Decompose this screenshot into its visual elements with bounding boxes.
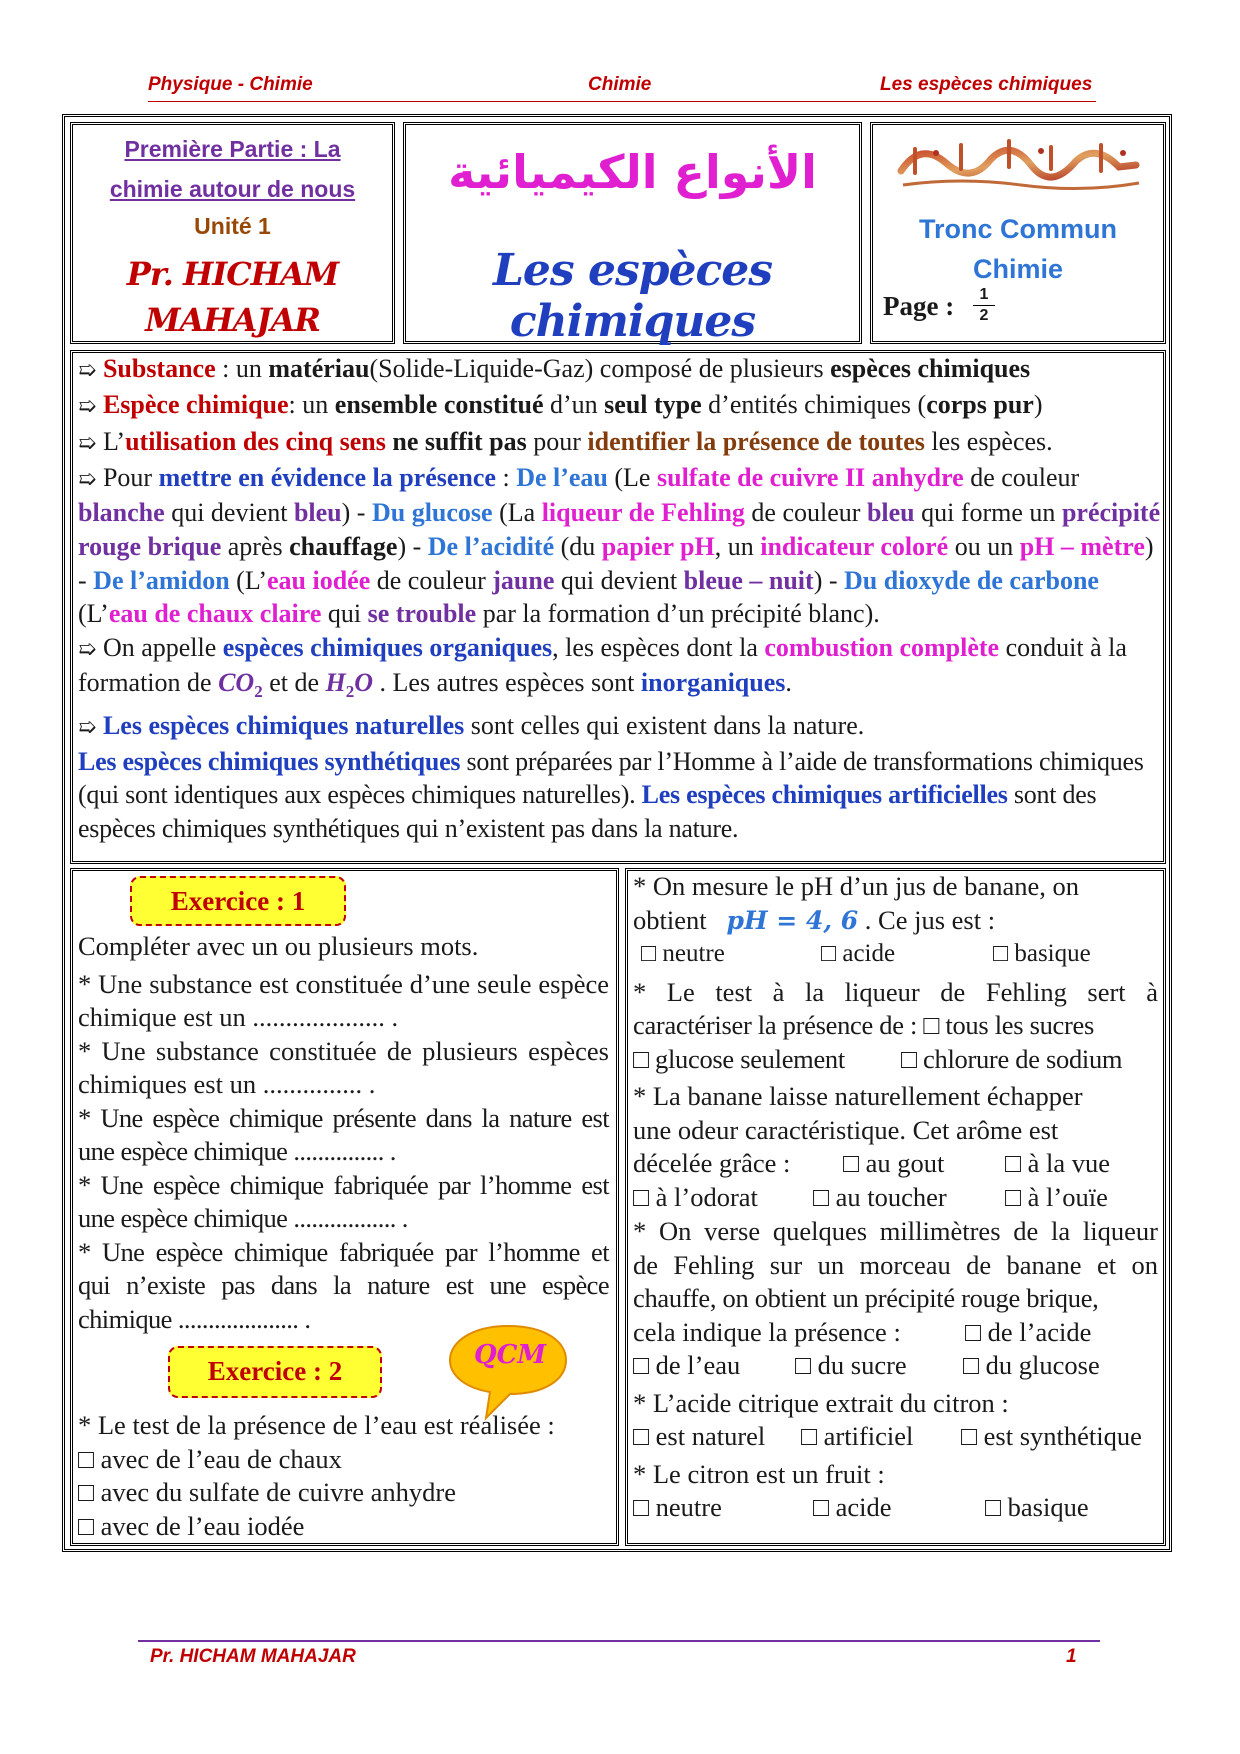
q1-text: * Le test de la présence de l’eau est réalisée :	[78, 1410, 555, 1440]
page-label: Page :	[883, 291, 955, 321]
q6-option[interactable]: □ est naturel	[633, 1421, 766, 1451]
q2-option[interactable]: □ neutre	[641, 940, 725, 967]
header-chapter: Chimie	[588, 74, 652, 95]
title-info-cell	[70, 122, 395, 344]
q4-option[interactable]: □ au gout	[843, 1148, 945, 1178]
page-fraction-den: 2	[973, 305, 995, 326]
q6-options	[633, 1420, 1158, 1454]
arrow-icon: ➯	[78, 431, 97, 457]
page-fraction	[973, 285, 995, 326]
q5-option[interactable]: □ de l’acide	[965, 1316, 1092, 1347]
author-name	[73, 251, 392, 343]
title-level-cell	[870, 122, 1166, 344]
q5-option[interactable]: □ du sucre	[795, 1350, 907, 1380]
exercise1-body	[78, 930, 609, 1336]
arrow-icon: ➯	[78, 715, 97, 741]
q6-option[interactable]: □ artificiel	[801, 1421, 914, 1451]
author-line1: Pr. HICHAM	[126, 255, 339, 293]
subject-name: Chimie	[972, 254, 1064, 284]
lesson-senses: ➯ L’utilisation des cinq sens ne suffit pas pour identifier la présence de toutes les espèces.	[78, 427, 1053, 457]
q1-option[interactable]: □ avec du sulfate de cuivre anhydre	[78, 1477, 457, 1507]
qcm-badge: QCM	[473, 1340, 547, 1370]
level-name: Tronc Commun	[918, 214, 1117, 244]
q5-options	[633, 1349, 1158, 1383]
exercise1-item: * Une espèce chimique présente dans la nature est une espèce chimique ............... .	[78, 1102, 609, 1166]
exercise1-instruction: Compléter avec un ou plusieurs mots.	[78, 931, 479, 961]
lesson-synthetic: Les espèces chimiques synthétiques sont préparées par l’Homme à l’aide de transformations chimiques (qui sont identiques aux espèces chimiques naturelles). Les espèces chimiques artificielles sont des espèces chimiques synthétiques qui n’existent pas dans la nature.	[78, 746, 1144, 843]
q1-option[interactable]: □ avec de l’eau de chaux	[78, 1443, 342, 1474]
exercise1-item: * Une espèce chimique fabriquée par l’homme est une espèce chimique ................. .	[78, 1169, 609, 1233]
q7-option[interactable]: □ acide	[813, 1492, 892, 1522]
q7-options	[633, 1491, 1158, 1525]
lesson-summary	[78, 352, 1168, 846]
arrow-icon: ➯	[78, 358, 97, 383]
q1-option[interactable]: □ avec de l’eau iodée	[78, 1510, 305, 1541]
q4-text2: une odeur caractéristique. Cet arôme est	[633, 1114, 1059, 1145]
exercise2-right	[633, 870, 1158, 1525]
q5-text: * On verse quelques millimètres de la liqueur	[633, 1216, 1158, 1246]
arrow-icon: ➯	[78, 393, 97, 419]
q4-option[interactable]: □ au toucher	[813, 1181, 947, 1212]
title-main-cell	[403, 122, 862, 347]
q4-option[interactable]: □ à l’ouïe	[1005, 1181, 1108, 1212]
footer-rule	[138, 1640, 1100, 1642]
lesson-tests: ➯ Pour mettre en évidence la présence : De l’eau (Le sulfate de cuivre II anhydre de couleur blanche qui devient bleu) - Du glucose (La liqueur de Fehling de couleur bleu qui forme un précipité rouge brique après chauffage) - De l’acidité (du papier pH, un indicateur coloré ou un pH – mètre) - De l’amidon (L’eau iodée de couleur jaune qui devient bleue – nuit) - Du dioxyde de carbone (L’eau de chaux claire qui se trouble par la formation d’un précipité blanc).	[78, 462, 1161, 629]
q2-text2: obtient pH = 4, 6 . Ce jus est :	[633, 904, 996, 935]
part-title-line1: Première Partie : La	[124, 136, 341, 162]
q2-option[interactable]: □ basique	[993, 940, 1091, 967]
header-subject: Physique - Chimie	[148, 74, 313, 95]
exercise1-label: Exercice : 1	[130, 876, 346, 926]
q3-options	[633, 1043, 1158, 1077]
arrow-icon: ➯	[78, 466, 97, 492]
exercise1-item: * Une substance est constituée d’une seule espèce chimique est un .................... .	[78, 968, 609, 1032]
q2-math: pH = 4, 6	[726, 905, 859, 935]
q3-option[interactable]: □ glucose seulement	[633, 1043, 845, 1074]
arrow-icon: ➯	[78, 636, 97, 662]
q5-text3: chauffe, on obtient un précipité rouge brique,	[633, 1283, 1099, 1313]
french-title: Les espèces chimiques	[492, 245, 773, 347]
q2-options	[633, 937, 1158, 971]
exercise2-q1	[78, 1409, 618, 1543]
part-title-line2: chimie autour de nous	[109, 176, 356, 202]
q2-option[interactable]: □ acide	[821, 940, 896, 967]
author-line2: MAHAJAR	[145, 301, 320, 339]
q5-option[interactable]: □ du glucose	[963, 1350, 1100, 1380]
exercise2-label: Exercice : 2	[168, 1346, 382, 1398]
part-title	[73, 129, 392, 209]
arabic-title: الأنواع الكيميائية	[448, 145, 817, 199]
q7-option[interactable]: □ neutre	[633, 1492, 722, 1522]
lesson-natural: ➯ Les espèces chimiques naturelles sont celles qui existent dans la nature.	[78, 711, 865, 741]
q2-text: * On mesure le pH d’un jus de banane, on	[633, 871, 1079, 901]
q4-option[interactable]: □ à l’odorat	[633, 1181, 758, 1212]
header-rule	[148, 101, 1096, 102]
q6-text: * L’acide citrique extrait du citron :	[633, 1387, 1009, 1418]
q7-option[interactable]: □ basique	[985, 1492, 1089, 1522]
unit-label: Unité 1	[194, 213, 271, 239]
q4-option[interactable]: □ à la vue	[1005, 1148, 1111, 1178]
lesson-species: ➯ Espèce chimique: un ensemble constitué d’un seul type d’entités chimiques (corps pur)	[78, 389, 1043, 419]
q5-line4: cela indique la présence : □ de l’acide	[633, 1316, 1158, 1350]
q6-option[interactable]: □ est synthétique	[961, 1421, 1142, 1451]
q3-text: * Le test à la liqueur de Fehling sert à	[633, 976, 1158, 1007]
page-fraction-num: 1	[979, 286, 989, 303]
footer-page-number: 1	[1066, 1646, 1077, 1667]
q3-text2: caractériser la présence de : □ tous les sucres	[633, 1010, 1095, 1040]
exercise1-item: * Une espèce chimique fabriquée par l’homme et qui n’existe pas dans la nature est une espèce chimique .................... .	[78, 1236, 609, 1334]
q3-option[interactable]: □ chlorure de sodium	[901, 1043, 1123, 1074]
q4-line3: décelée grâce : □ au gout □ à la vue	[633, 1147, 1158, 1181]
basmala-calligraphy	[891, 131, 1149, 195]
exercise1-item: * Une substance constituée de plusieurs espèces chimiques est un ............... .	[78, 1035, 609, 1099]
q5-option[interactable]: □ de l’eau	[633, 1350, 741, 1380]
qcm-speech-bubble	[446, 1322, 570, 1422]
lesson-organic: ➯ On appelle espèces chimiques organiques, les espèces dont la combustion complète conduit à la formation de $CO_2$ et de $H_2O$ . Les autres espèces sont inorganiques.	[78, 632, 1127, 702]
q4-text: * La banane laisse naturellement échapper	[633, 1081, 1083, 1111]
q7-text: * Le citron est un fruit :	[633, 1458, 885, 1489]
lesson-substance: ➯ Substance : un matériau(Solide-Liquide-Gaz) composé de plusieurs espèces chimiques	[78, 354, 1031, 383]
q5-text2: de Fehling sur un morceau de banane et on	[633, 1249, 1158, 1280]
q4-options	[633, 1181, 1158, 1215]
header-lesson: Les espèces chimiques	[880, 74, 1093, 95]
footer-author: Pr. HICHAM MAHAJAR	[150, 1646, 356, 1667]
